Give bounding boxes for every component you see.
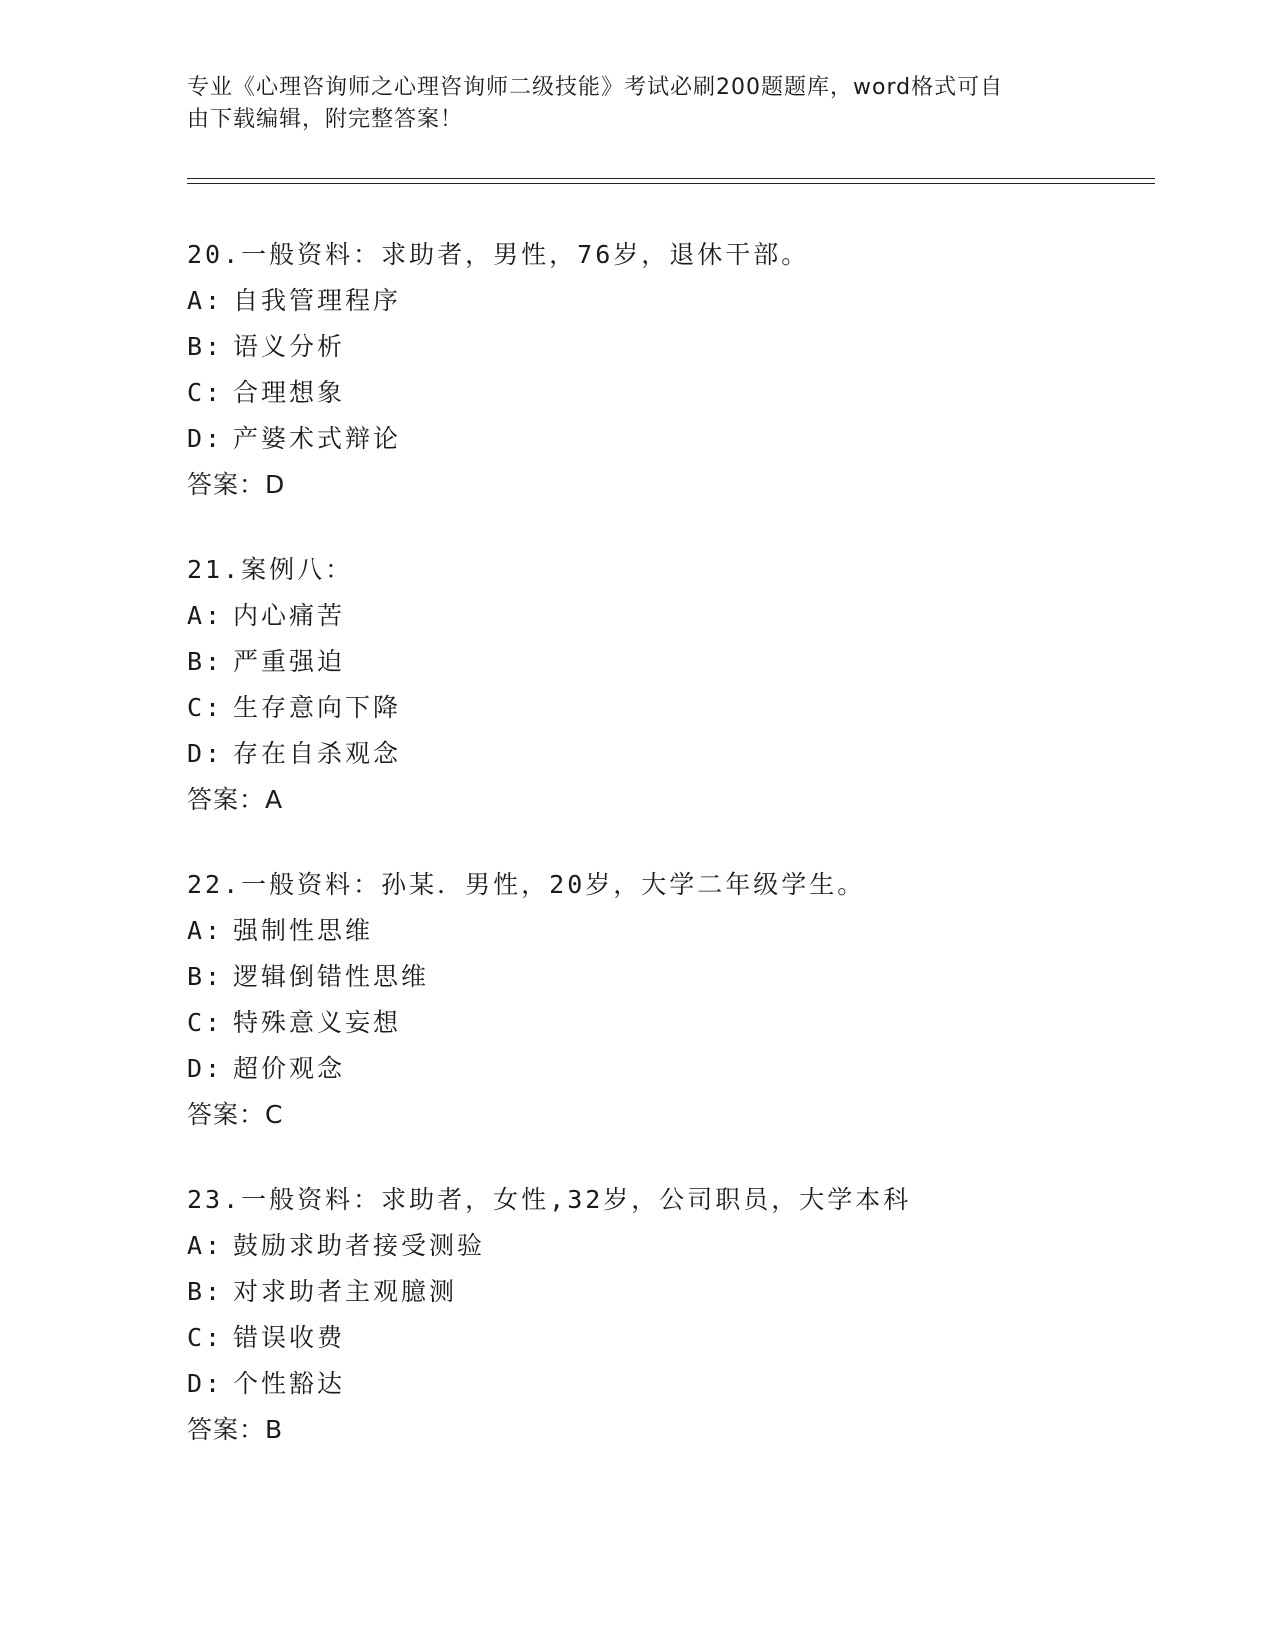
header-divider-top [187,178,1155,179]
option-text: 逻辑倒错性思维 [233,962,430,991]
option-letter: D: [187,1054,224,1083]
answer-line: 答案：A [187,785,284,814]
option-d [187,1361,1137,1407]
option-b [187,324,1137,370]
option-text: 产婆术式辩论 [233,424,402,453]
option-c [187,1000,1137,1046]
header-divider-bottom [187,183,1155,184]
option-d [187,416,1137,462]
option-a [187,1223,1137,1269]
option-b [187,639,1137,685]
option-letter: B: [187,647,224,676]
option-b [187,1269,1137,1315]
option-letter: B: [187,962,224,991]
option-c [187,370,1137,416]
option-text: 内心痛苦 [233,601,346,630]
option-letter: D: [187,424,224,453]
option-letter: D: [187,1369,224,1398]
option-text: 对求助者主观臆测 [233,1277,458,1306]
question-23 [187,1177,1137,1453]
option-letter: C: [187,693,224,722]
question-22 [187,862,1137,1138]
answer-line: 答案：B [187,1415,284,1444]
option-letter: C: [187,1008,224,1037]
option-a [187,908,1137,954]
question-title: 23.一般资料：求助者，女性,32岁，公司职员，大学本科 [187,1185,912,1214]
header-line-2: 由下载编辑，附完整答案！ [187,107,464,132]
option-letter: C: [187,378,224,407]
question-title: 20.一般资料：求助者，男性，76岁，退休干部。 [187,240,810,269]
option-b [187,954,1137,1000]
option-c [187,685,1137,731]
option-text: 语义分析 [233,332,346,361]
option-text: 错误收费 [233,1323,346,1352]
answer-line: 答案：C [187,1100,284,1129]
option-a [187,278,1137,324]
document-header [187,72,1067,136]
option-text: 自我管理程序 [233,286,402,315]
option-letter: A: [187,286,224,315]
question-21 [187,547,1137,823]
header-line-1: 专业《心理咨询师之心理咨询师二级技能》考试必刷200题题库，word格式可自 [187,75,1004,100]
option-text: 合理想象 [233,378,346,407]
option-letter: C: [187,1323,224,1352]
option-d [187,1046,1137,1092]
option-text: 生存意向下降 [233,693,402,722]
option-text: 个性豁达 [233,1369,346,1398]
question-20 [187,232,1137,508]
answer-line: 答案：D [187,470,286,499]
option-letter: A: [187,601,224,630]
option-letter: A: [187,916,224,945]
option-text: 鼓励求助者接受测验 [233,1231,486,1260]
option-letter: D: [187,739,224,768]
option-c [187,1315,1137,1361]
question-title: 22.一般资料：孙某．男性，20岁，大学二年级学生。 [187,870,866,899]
option-a [187,593,1137,639]
option-letter: A: [187,1231,224,1260]
option-text: 存在自杀观念 [233,739,402,768]
option-letter: B: [187,332,224,361]
option-text: 超价观念 [233,1054,346,1083]
option-letter: B: [187,1277,224,1306]
question-title: 21.案例八： [187,555,354,584]
option-d [187,731,1137,777]
option-text: 严重强迫 [233,647,346,676]
option-text: 特殊意义妄想 [233,1008,402,1037]
option-text: 强制性思维 [233,916,374,945]
